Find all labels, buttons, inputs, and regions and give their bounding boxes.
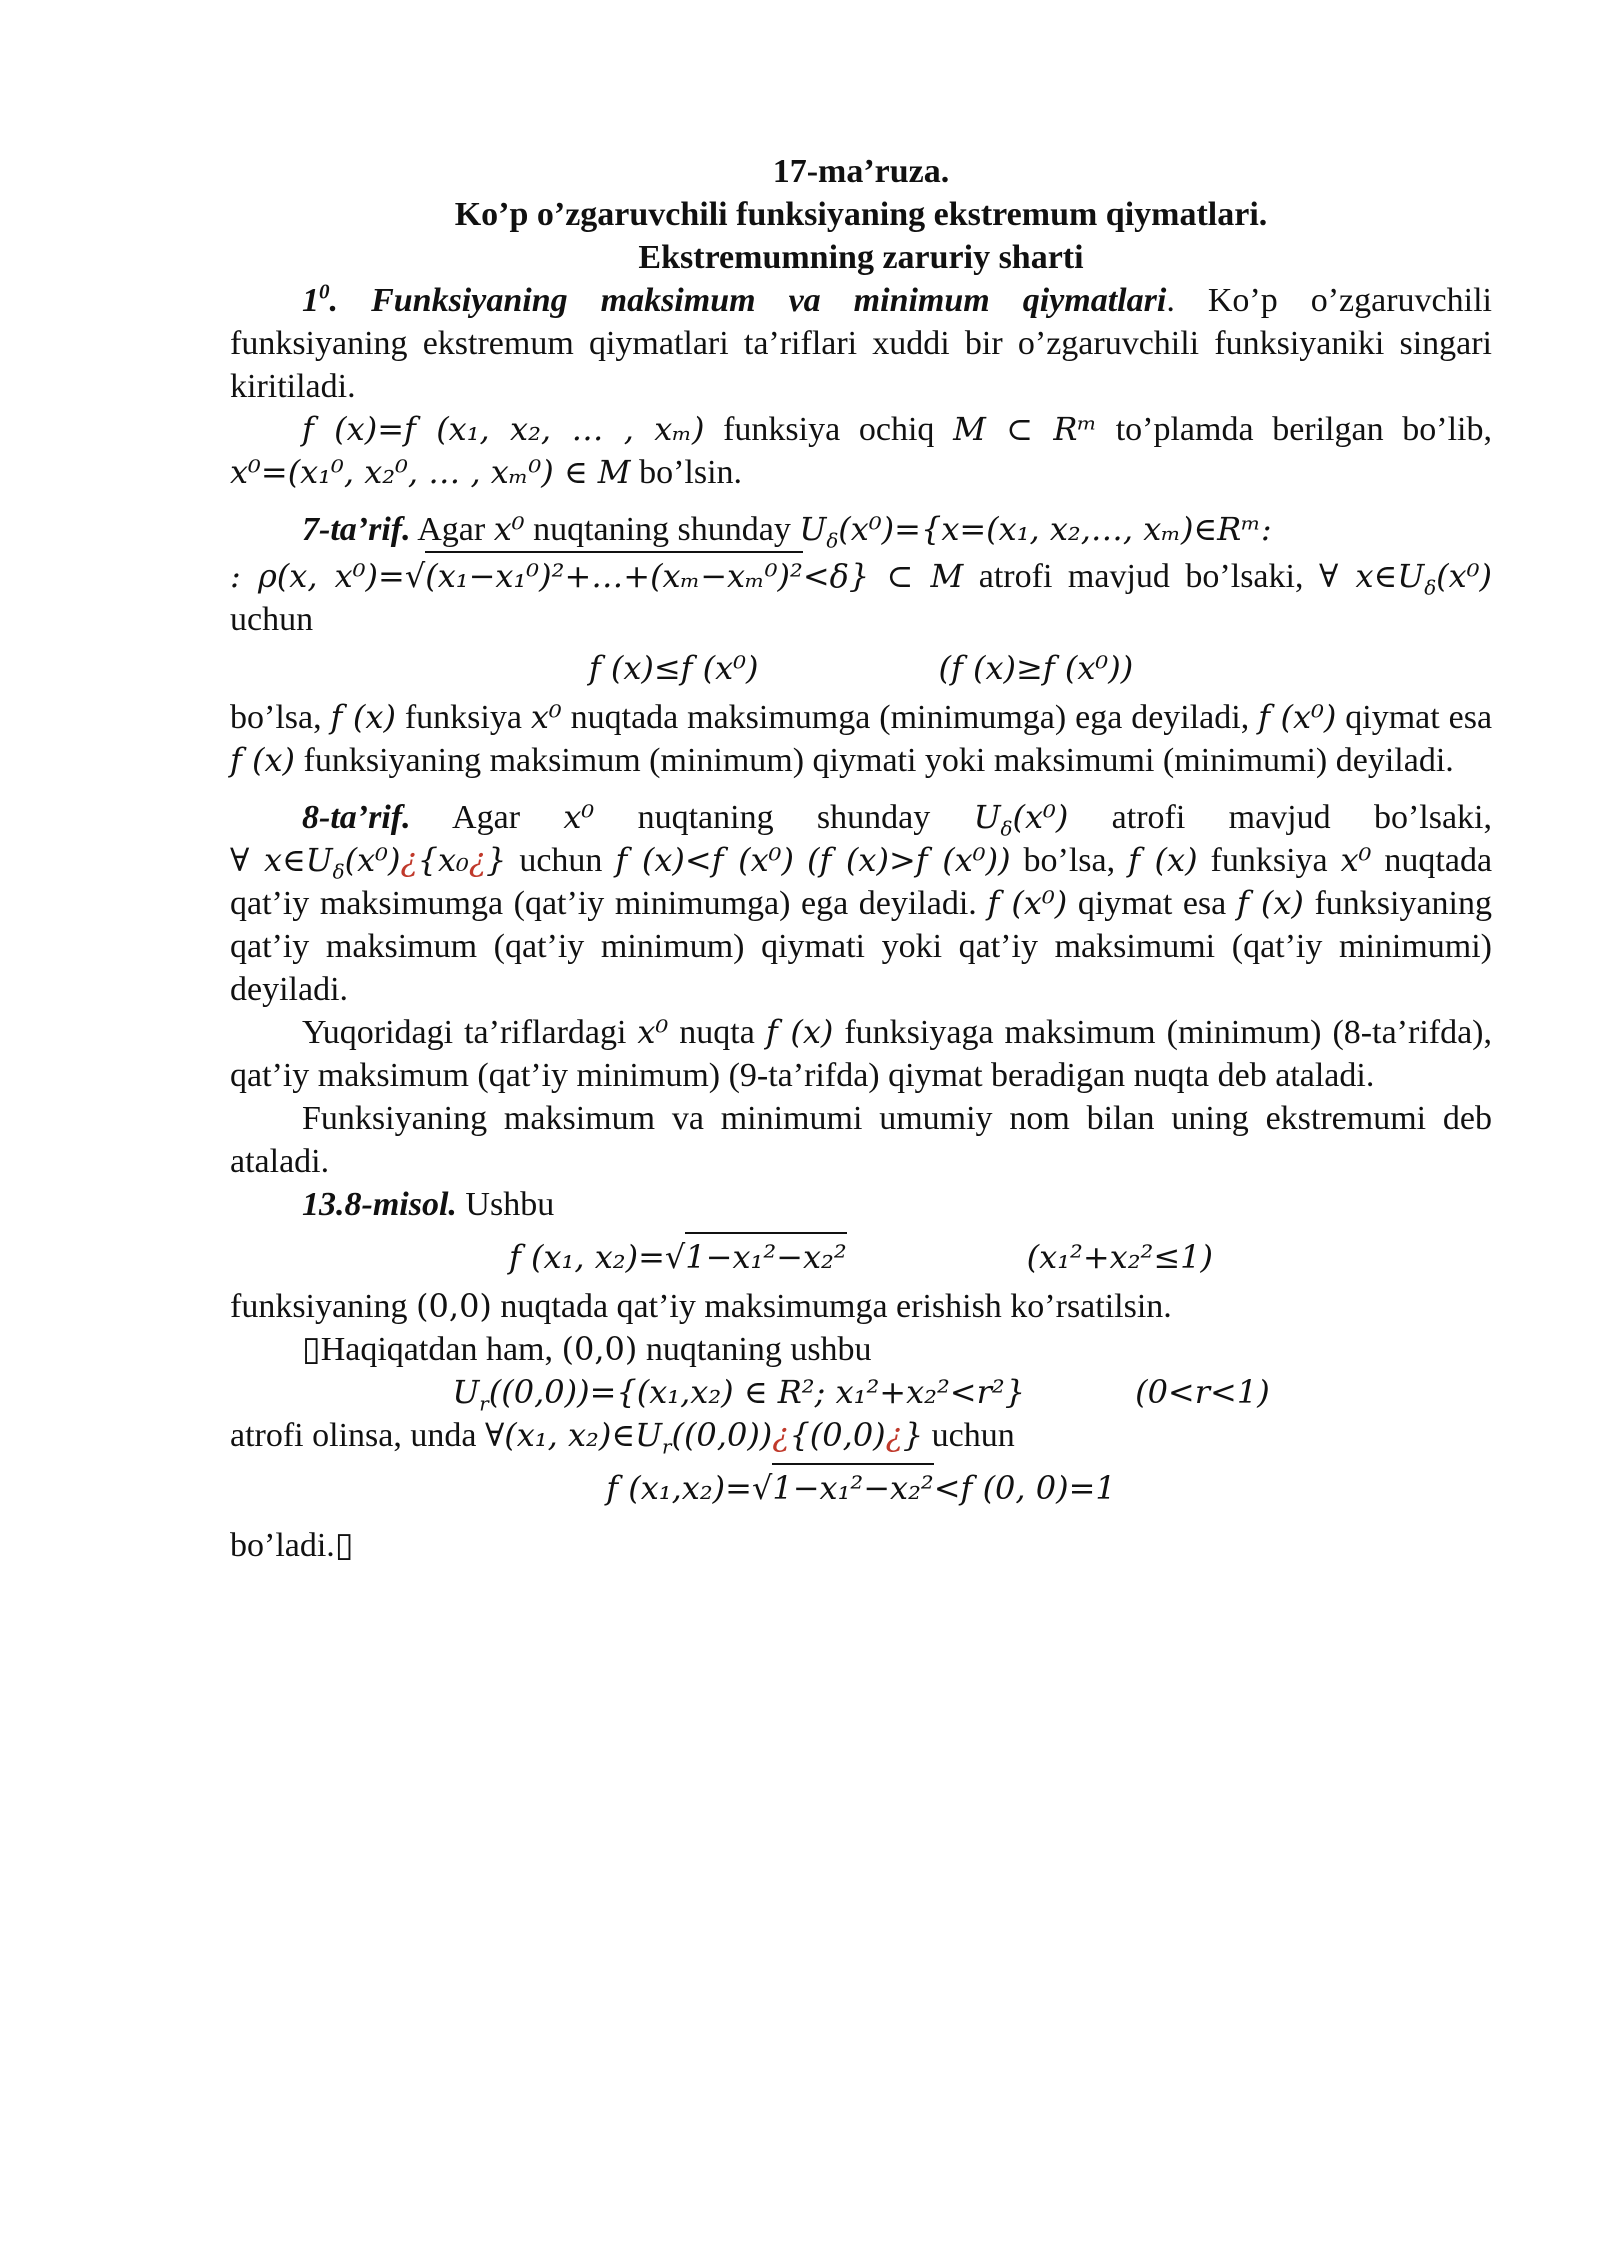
section-1-heading: $1^0$. Funksiyaning maksimum va minimum qiymatlari: [302, 279, 1167, 319]
definition-7-neighborhood: : ρ(x, x⁰)=√(x₁−x₁⁰)²+…+(xₘ−xₘ⁰)²<δ} ⊂ M atrofi mavjud bo’lsaki, ∀ $x\in U_\delta(x^0)$ uchun: [230, 551, 1492, 641]
neighborhood-formula: $U_r((0,0))=\{(x_1,x_2)$ ∈ R²; x₁²+x₂²<r²} (0<r<1): [452, 1373, 1270, 1416]
proof-result-formula: f (x₁,x₂)=√1−x₁²−x₂²<f (0, 0)=1: [230, 1463, 1492, 1510]
lecture-title: Ko’p o’zgaruvchili funksiyaning ekstremum qiymatlari.: [454, 196, 1268, 233]
extremum-paragraph: Funksiyaning maksimum va minimumi umumiy nom bilan uning ekstremumi deb ataladi.: [230, 1100, 1492, 1180]
proof-end: bo’ladi.▯: [230, 1527, 354, 1564]
proof-start-mark: ▯: [302, 1331, 321, 1368]
lecture-subtitle: Ekstremumning zaruriy sharti: [638, 239, 1084, 276]
example-task: funksiyaning (0,0) nuqtada qat’iy maksimumga erishish ko’rsatilsin.: [230, 1287, 1172, 1325]
example-function: f (x₁, x₂)=√1−x₁²−x₂² (x₁²+x₂²≤1): [230, 1232, 1492, 1279]
proof-middle: atrofi olinsa, unda ∀(x₁, $x_2)\in U_r((0,0))¿\{(0,0)¿\}$ uchun: [230, 1416, 1015, 1459]
definition-7-inequality: f (x)≤f (x⁰) (f (x)≥f (x⁰)): [588, 649, 1134, 687]
example-heading: 13.8-misol. Ushbu: [302, 1186, 555, 1223]
proof-end-mark: ▯: [334, 1527, 354, 1564]
document-page: [230, 150, 1492, 1567]
definition-7: 7-ta’rif. Agar x⁰ nuqtaning shunday $U_\delta(x^0)=\{x=(x_1$, x₂,…, xₘ)∈Rᵐ:: [302, 510, 1272, 553]
lecture-number: 17-ma’ruza.: [772, 153, 950, 190]
definition-8: 8-ta’rif. Agar x⁰ nuqtaning shunday $U_\delta(x^0)$ atrofi mavjud bo’lsaki, ∀ $x\in U_\delta(x^0)¿\{x_0¿\}$ uchun f (x)<f (x⁰) (f (x)>f (x⁰)) bo’lsa, f (x) funksiya x⁰ nuqtada qat’iy maksimumga (qat’iy minimumga) ega deyiladi. f (x⁰) qiymat esa f (x) funksiyaning qat’iy maksimum (qat’iy minimum) qiymati yoki qat’iy maksimumi (qat’iy minimumi) deyiladi.: [230, 798, 1493, 1008]
proof-start: ▯Haqiqatdan ham, (0,0) nuqtaning ushbu: [302, 1330, 872, 1368]
function-definition-paragraph: f (x)=f (x₁, x₂, … , xₘ) funksiya ochiq M ⊂ Rᵐ to’plamda berilgan bo’lib, x⁰=(x₁⁰, x₂⁰, … , xₘ⁰) ∈ M bo’lsin.: [230, 410, 1492, 491]
section-1-paragraph: $1^0$. Funksiyaning maksimum va minimum qiymatlari. Ko’p o’zgaruvchili funksiyaning ekstremum qiymatlari ta’riflari xuddi bir o’zgaruvchili funksiyaniki singari kiritiladi.: [230, 279, 1492, 405]
remark-paragraph: Yuqoridagi ta’riflardagi x⁰ nuqta f (x) funksiyaga maksimum (minimum) (8-ta’rifda), qat’iy maksimum (qat’iy minimum) (9-ta’rifda) qiymat beradigan nuqta deb ataladi.: [230, 1013, 1492, 1094]
definition-7-conclusion: bo’lsa, f (x) funksiya x⁰ nuqtada maksimumga (minimumga) ega deyiladi, f (x⁰) qiymat esa f (x) funksiyaning maksimum (minimum) qiymati yoki maksimumi (minimumi) deyiladi.: [230, 698, 1493, 779]
